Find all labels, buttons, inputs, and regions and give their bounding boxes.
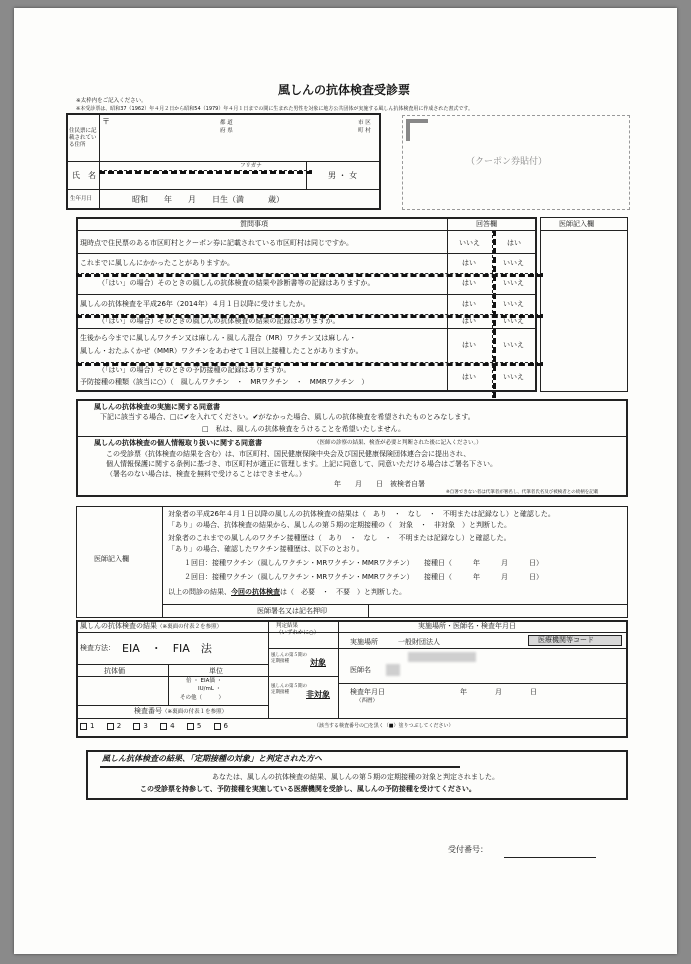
judge-1-note: 風しんの第５期の 定期接種 bbox=[271, 653, 307, 664]
judge-target-option[interactable]: 対象 bbox=[310, 658, 326, 667]
name-input[interactable] bbox=[102, 172, 302, 187]
method-label: 検査方法： bbox=[80, 644, 115, 652]
q7-answer-a[interactable]: はい bbox=[462, 373, 476, 381]
question-3: （「はい」の場合）そのときの風しんの抗体検査の結果や診断書等の記録はありますか。 bbox=[98, 279, 375, 287]
reception-number-input[interactable] bbox=[504, 857, 596, 858]
notice-title: 風しん抗体検査の結果、「定期接種の対象」と判定された方へ bbox=[102, 754, 322, 763]
unit-option-3[interactable]: その他（ ） bbox=[180, 695, 225, 701]
notice-line-1: あなたは、風しんの抗体検査の結果、風しんの第５期の定期接種の対象と判定されました。 bbox=[212, 773, 499, 781]
q1-answer-b[interactable]: はい bbox=[507, 239, 521, 247]
dob-label: 生年月日 bbox=[70, 196, 93, 202]
reception-number-label: 受付番号： bbox=[448, 845, 488, 854]
question-7-line-1: （「はい」の場合）そのときの予防接種の記録はありますか。 bbox=[98, 366, 291, 374]
doctor-line-7: 以上の問診の結果、今回の抗体検査は（ 必要 ・ 不要 ）と判断した。 bbox=[168, 588, 406, 596]
doctor-line-6: ２回目：接種ワクチン（風しんワクチン・MRワクチン・MMRワクチン） 接種日（ 年 月 日） bbox=[184, 573, 543, 581]
doctor-line-1: 対象者の平成26年４月１日以降の風しんの抗体検査の結果は（ あり ・ なし ・ 不明または記録なし）と確認した。 bbox=[168, 510, 555, 518]
unit-option-1[interactable]: 倍 ・ EIA価 ・ bbox=[186, 678, 223, 684]
name-label: 氏 名 bbox=[72, 171, 96, 180]
unit-option-2[interactable]: IU/mL ・ bbox=[198, 686, 222, 692]
address-input[interactable] bbox=[102, 126, 377, 158]
test-date-note: （西暦） bbox=[356, 698, 379, 704]
answer-header: 回答欄 bbox=[476, 220, 497, 228]
question-header: 質問事項 bbox=[240, 220, 268, 228]
doctor-line-5: １回目：接種ワクチン（風しんワクチン・MRワクチン・MMRワクチン） 接種日（ 年 月 日） bbox=[184, 559, 543, 567]
q4-answer-b[interactable]: いいえ bbox=[503, 300, 524, 308]
note-line-1: ※太枠内をご記入ください。 bbox=[76, 98, 147, 104]
doctor-name-label: 医師名 bbox=[350, 666, 371, 674]
question-5: （「はい」の場合）そのときの風しんの抗体検査の結果の記録はありますか。 bbox=[98, 317, 340, 325]
q6-answer-a[interactable]: はい bbox=[462, 341, 476, 349]
test-date-input[interactable]: 年 月 日 bbox=[460, 688, 537, 696]
coupon-label: （クーポン券貼付） bbox=[466, 157, 548, 167]
q4-answer-a[interactable]: はい bbox=[462, 300, 476, 308]
todofuken-label: 都 道 府 県 bbox=[220, 120, 233, 134]
doctor-line-4: 「あり」の場合、確認したワクチン接種歴は、以下のとおり。 bbox=[168, 545, 364, 553]
q5-answer-a[interactable]: はい bbox=[462, 317, 476, 325]
consent-signature-field[interactable]: 年 月 日 被検者自署 bbox=[334, 480, 425, 488]
question-6-line-2: 風しん・おたふくかぜ（MMR）ワクチンをあわせて１回以上接種したことがありますか。 bbox=[80, 347, 363, 355]
q2-answer-b[interactable]: いいえ bbox=[503, 259, 524, 267]
test-number-2[interactable]: 2 bbox=[107, 722, 121, 730]
doctor-column-header: 医師記入欄 bbox=[559, 220, 594, 228]
checkbox-icon bbox=[107, 723, 114, 730]
test-number-label: 検査番号（※裏面の付表１を参照） bbox=[134, 707, 228, 715]
result-title: 風しんの抗体検査の結果（※裏面の付表２を参照） bbox=[80, 622, 223, 630]
consent-signature-note: ※自署できない者は代筆者が署名し、代筆者氏名及び被検者との続柄を記載 bbox=[446, 490, 599, 495]
site-label: 実施場所 bbox=[350, 638, 378, 646]
judge-nontarget-option[interactable]: 非対象 bbox=[306, 690, 330, 699]
consent-title-2-note: （医師の診察の結果、検査が必要と判断された後に記入ください。） bbox=[314, 440, 482, 446]
q6-answer-b[interactable]: いいえ bbox=[503, 341, 524, 349]
consent-opt-out-checkbox[interactable]: □ 私は、風しんの抗体検査をうけることを希望いたしません。 bbox=[202, 425, 406, 433]
site-header: 実施場所・医師名・検査年月日 bbox=[418, 622, 516, 630]
consent-title-1: 風しんの抗体検査の実施に関する同意書 bbox=[94, 403, 220, 411]
redacted-doctor-name bbox=[386, 664, 400, 676]
judge-header: 判定結果 （いずれかに○） bbox=[276, 623, 320, 637]
site-value: 一般財団法人 bbox=[398, 638, 440, 646]
test-number-6[interactable]: 6 bbox=[214, 722, 228, 730]
checkbox-icon bbox=[80, 723, 87, 730]
antibody-value-header: 抗体価 bbox=[104, 667, 125, 675]
test-number-3[interactable]: 3 bbox=[133, 722, 147, 730]
doctor-line-2: 「あり」の場合、抗体検査の結果から、風しんの第５期の定期接種の（ 対象 ・ 非対象 ）と判断した。 bbox=[168, 521, 511, 529]
consent-body-1: 下記に該当する場合、□に✔を入れてください。✔がなかった場合、風しんの抗体検査を希望されたものとみなします。 bbox=[100, 413, 475, 421]
consent-body-2a: この受診票（抗体検査の結果を含む）は、市区町村、国民健康保険中央会及び国民健康保険団体連合会に提出され、 bbox=[106, 450, 471, 458]
coupon-corner-mark bbox=[406, 119, 428, 141]
checkbox-icon bbox=[133, 723, 140, 730]
test-date-label: 検査年月日 bbox=[350, 688, 385, 696]
doctor-signature-label: 医師署名又は記名押印 bbox=[257, 607, 327, 615]
doctor-line-3: 対象者のこれまでの風しんのワクチン接種歴は（ あり ・ なし ・ 不明または記録なし）と確認した。 bbox=[168, 534, 511, 542]
redacted-site-name bbox=[408, 652, 476, 662]
consent-body-2b: 個人情報保護に関する条例に基づき、市区町村が適正に管理します。上記に同意して、同意いただける場合はご署名下さい。 bbox=[106, 460, 498, 468]
postal-mark: 〒 bbox=[102, 117, 110, 126]
checkbox-icon bbox=[187, 723, 194, 730]
q7-answer-b[interactable]: いいえ bbox=[503, 373, 524, 381]
question-7-line-2: 予防接種の種類（該当に○）（ 風しんワクチン ・ MRワクチン ・ MMRワクチン ） bbox=[80, 378, 369, 386]
judge-2-note: 風しんの第５期の 定期接種 bbox=[271, 684, 307, 695]
unit-header: 単位 bbox=[209, 667, 223, 675]
facility-code-label: 医療機関等コード bbox=[538, 636, 594, 644]
question-1: 現時点で住民票のある市区町村とクーポン券に記載されている市区町村は同じですか。 bbox=[80, 239, 353, 247]
question-6-line-1: 生後から今までに風しんワクチン又は麻しん・風しん混合（MR）ワクチン又は麻しん・ bbox=[80, 334, 357, 342]
test-number-1[interactable]: 1 bbox=[80, 722, 94, 730]
test-number-hint: （該当する検査番号の□を黒く（■）塗りつぶしてください） bbox=[314, 723, 454, 729]
checkbox-icon bbox=[214, 723, 221, 730]
furigana-label: フリガナ bbox=[240, 163, 262, 169]
test-number-5[interactable]: 5 bbox=[187, 722, 201, 730]
method-select[interactable]: EIA ・ FIA 法 bbox=[122, 642, 212, 655]
question-4: 風しんの抗体検査を平成26年（2014年）４月１日以降に受けましたか。 bbox=[80, 300, 310, 308]
dob-input[interactable]: 昭和 年 月 日生（満 歳） bbox=[132, 195, 284, 204]
doctor-section-label: 医師記入欄 bbox=[94, 555, 129, 563]
consent-title-2: 風しんの抗体検査の個人情報取り扱いに関する同意書 bbox=[94, 439, 262, 447]
test-number-options bbox=[80, 722, 310, 732]
consent-body-2c: （署名のない場合は、検査を無料で受けることはできません。） bbox=[106, 470, 306, 478]
shikuchoson-label: 市 区 町 村 bbox=[358, 120, 371, 134]
q2-answer-a[interactable]: はい bbox=[462, 259, 476, 267]
sex-select[interactable]: 男 ・ 女 bbox=[328, 171, 358, 180]
q5-answer-b[interactable]: いいえ bbox=[503, 317, 524, 325]
notice-line-2: この受診票を持参して、予防接種を実施している医療機関を受診し、風しんの予防接種を受けてください。 bbox=[140, 785, 476, 793]
test-number-4[interactable]: 4 bbox=[160, 722, 174, 730]
note-line-2: ※本受診票は、昭和37（1962）年４月２日から昭和54（1979）年４月１日までの間に生まれた男性を対象に地方公共団体が実施する風しん抗体検査用に作成された書式です。 bbox=[76, 106, 473, 112]
form-sheet bbox=[14, 8, 677, 954]
question-2: これまでに風しんにかかったことがありますか。 bbox=[80, 259, 234, 267]
q1-answer-a[interactable]: いいえ bbox=[459, 239, 480, 247]
q3-answer-b[interactable]: いいえ bbox=[503, 279, 524, 287]
address-label: 住民票に記載されている住所 bbox=[69, 128, 97, 149]
doctor-column bbox=[540, 217, 628, 392]
checkbox-icon bbox=[160, 723, 167, 730]
antibody-value-input[interactable] bbox=[78, 678, 166, 703]
form-title: 風しんの抗体検査受診票 bbox=[278, 83, 411, 97]
q3-answer-a[interactable]: はい bbox=[462, 279, 476, 287]
